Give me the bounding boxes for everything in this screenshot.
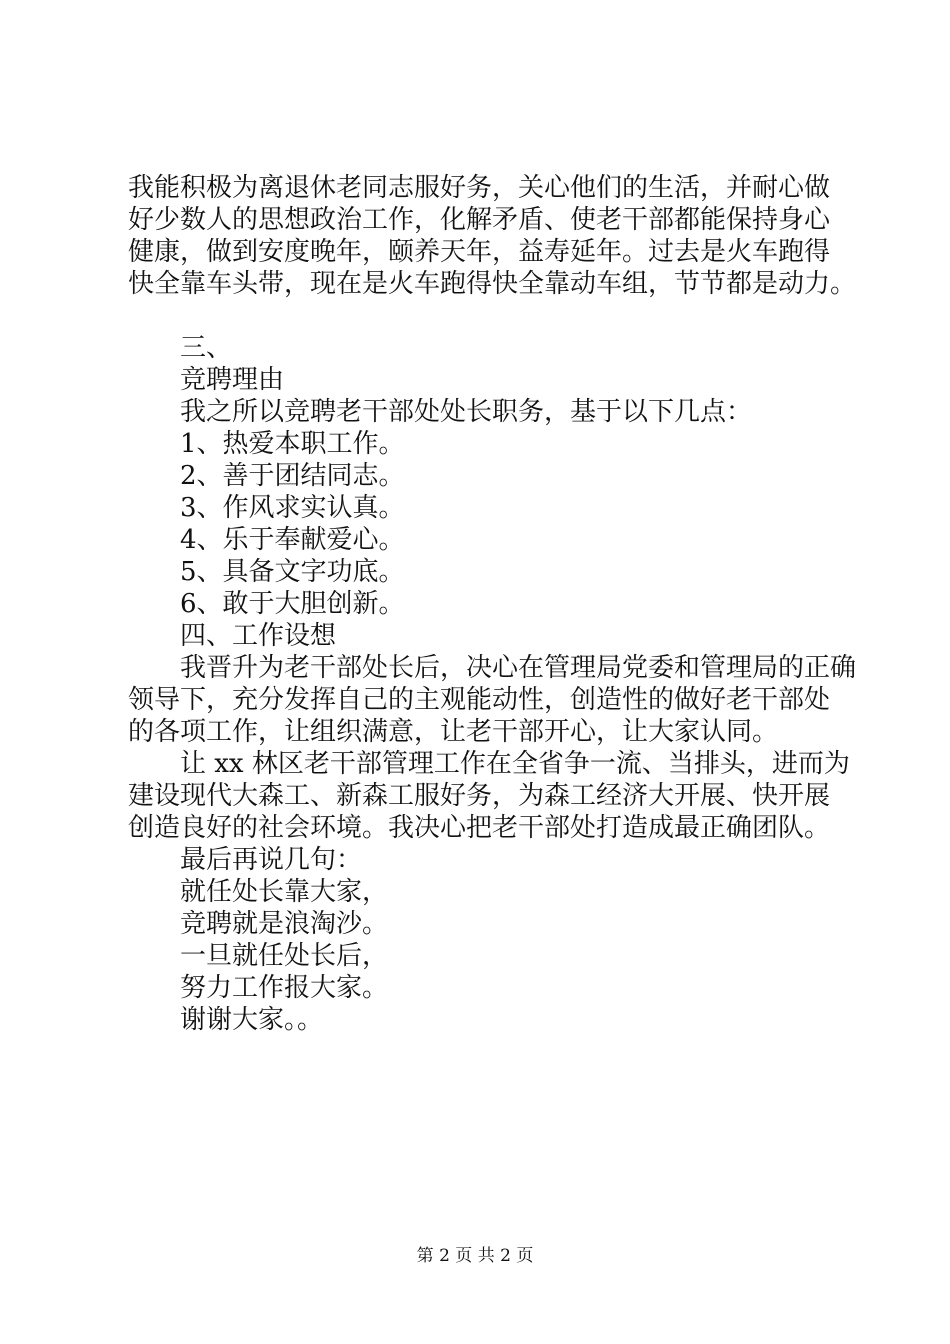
- closing-intro: 最后再说几句：: [180, 845, 363, 875]
- list-item: 4、乐于奉献爱心。: [180, 525, 405, 555]
- poem-line: 竞聘就是浪淘沙。: [180, 909, 389, 939]
- list-item: 2、善于团结同志。: [180, 461, 405, 491]
- document-body: [128, 172, 857, 1036]
- poem-line: 一旦就任处长后，: [180, 941, 389, 971]
- paragraph-1: [128, 172, 857, 300]
- paragraph-spacer: [128, 300, 848, 332]
- section-3-intro: 我之所以竞聘老干部处处长职务，基于以下几点：: [180, 397, 753, 427]
- section-4-title: 四、工作设想: [180, 621, 337, 651]
- text-line: 创造良好的社会环境。我决心把老干部处打造成最正确团队。: [128, 813, 831, 843]
- text-line: 建设现代大森工、新森工服好务，为森工经济大开展、快开展: [128, 781, 831, 811]
- text-line: 健康，做到安度晚年，颐养天年，益寿延年。过去是火车跑得: [128, 237, 831, 267]
- text-line: 我晋升为老干部处长后，决心在管理局党委和管理局的正确: [180, 653, 857, 683]
- page-footer: 第 2 页 共 2 页: [416, 1246, 534, 1266]
- text-line: 好少数人的思想政治工作，化解矛盾、使老干部都能保持身心: [128, 205, 831, 235]
- text-line: 的各项工作，让组织满意，让老干部开心，让大家认同。: [128, 717, 779, 747]
- reasons-list: [128, 428, 848, 620]
- thanks-line: 谢谢大家。。: [180, 1005, 324, 1035]
- list-item: 1、热爱本职工作。: [180, 429, 405, 459]
- text-line: 快全靠车头带，现在是火车跑得快全靠动车组，节节都是动力。: [128, 269, 857, 299]
- paragraph-2: [128, 652, 857, 748]
- list-item: 5、具备文字功底。: [180, 557, 405, 587]
- section-3-number: 三、: [180, 333, 233, 363]
- list-item: 3、作风求实认真。: [180, 493, 405, 523]
- text-line: 领导下，充分发挥自己的主观能动性，创造性的做好老干部处: [128, 685, 831, 715]
- paragraph-3: [128, 748, 848, 844]
- section-3-title: 竞聘理由: [180, 365, 285, 395]
- closing-poem: [128, 876, 848, 1004]
- text-line: 我能积极为离退休老同志服好务，关心他们的生活，并耐心做: [128, 173, 831, 203]
- text-line: 让 xx 林区老干部管理工作在全省争一流、当排头，进而为: [180, 749, 850, 779]
- poem-line: 就任处长靠大家，: [180, 877, 389, 907]
- poem-line: 努力工作报大家。: [180, 973, 389, 1003]
- list-item: 6、敢于大胆创新。: [180, 589, 405, 619]
